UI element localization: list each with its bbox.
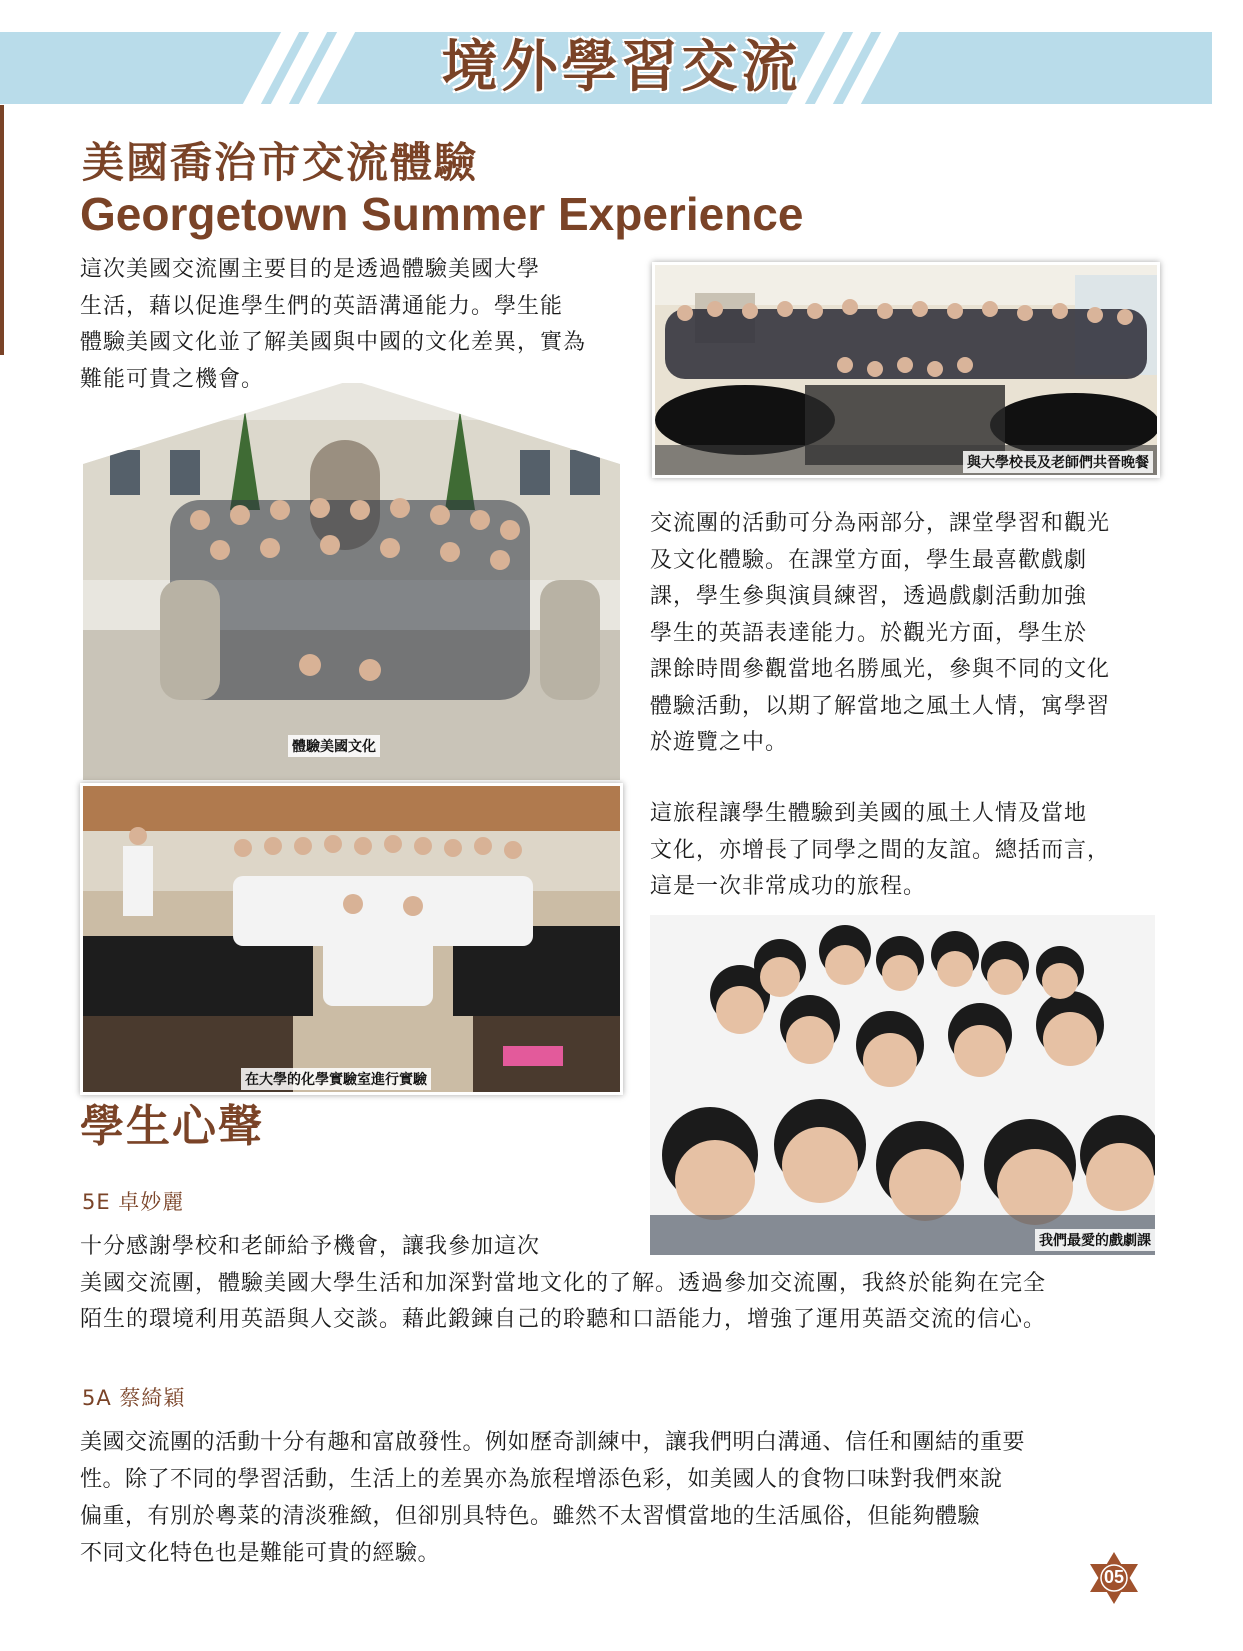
article-title-chinese: 美國喬治市交流體驗 [82,138,479,187]
text-line: 學生的英語表達能力。於觀光方面，學生於 [650,620,1088,646]
text-line: 不同文化特色也是難能可貴的經驗。 [80,1541,441,1566]
text-line: 這旅程讓學生體驗到美國的風土人情及當地 [650,801,1088,826]
text-line: 難能可貴之機會。 [80,366,265,392]
dinner-photo [652,262,1160,478]
student-name: 5E 卓妙麗 [82,1190,185,1214]
culture-photo [80,380,623,780]
text-line: 陌生的環境利用英語與人交談。藉此鍛鍊自己的聆聽和口語能力，增強了運用英語交流的信心。 [80,1307,1047,1332]
text-line: 課，學生參與演員練習，透過戲劇活動加強 [650,584,1088,609]
activity-paragraph [650,506,1155,762]
drama-photo-caption: 我們最愛的戲劇課 [1035,1229,1155,1251]
banner-title: 境外學習交流 [441,35,802,100]
drama-photo [650,915,1155,1255]
text-line: 體驗美國文化並了解美國與中國的文化差異，實為 [80,330,587,355]
lab-photo-image [83,786,620,1092]
left-edge-rule [0,105,4,355]
culture-photo-image [80,380,623,780]
lab-photo [80,783,623,1095]
summary-paragraph [650,796,1155,906]
text-line: 美國交流團的活動十分有趣和富啟發性。例如歷奇訓練中，讓我們明白溝通、信任和團結的重要 [80,1430,1026,1455]
dinner-photo-image [655,265,1157,475]
student-voices-heading: 學生心聲 [80,1101,264,1152]
text-line: 及文化體驗。在課堂方面，學生最喜歡戲劇 [650,547,1088,573]
text-line: 體驗活動，以期了解當地之風土人情，寓學習 [650,693,1111,719]
text-line: 這次美國交流團主要目的是透過體驗美國大學 [80,257,541,282]
student1-paragraph [80,1229,1160,1339]
lab-photo-caption: 在大學的化學實驗室進行實驗 [241,1068,431,1090]
text-line: 美國交流團，體驗美國大學生活和加深對當地文化的了解。透過參加交流團，我終於能夠在完全 [80,1270,1047,1296]
text-line: 十分感謝學校和老師給予機會，讓我參加這次 [80,1234,541,1259]
culture-photo-caption: 體驗美國文化 [288,735,380,757]
text-line: 生活，藉以促進學生們的英語溝通能力。學生能 [80,293,564,319]
text-line: 性。除了不同的學習活動，生活上的差異亦為旅程增添色彩，如美國人的食物口味對我們來說 [80,1467,1003,1492]
text-line: 偏重，有別於粵菜的清淡雅緻，但卻別具特色。雖然不太習慣當地的生活風俗，但能夠體驗 [80,1504,981,1529]
text-line: 文化，亦增長了同學之間的友誼。總括而言， [650,837,1111,863]
dinner-photo-caption: 與大學校長及老師們共晉晚餐 [963,451,1153,473]
page-number: 05 [1103,1567,1125,1587]
drama-photo-image [650,915,1155,1255]
student2-paragraph [80,1424,1160,1572]
article-title-english: Georgetown Summer Experience [80,188,804,240]
student-name: 5A 蔡綺穎 [82,1386,186,1410]
text-line: 這是一次非常成功的旅程。 [650,874,927,899]
text-line: 課餘時間參觀當地名勝風光，參與不同的文化 [650,657,1111,682]
text-line: 於遊覽之中。 [650,730,789,755]
intro-paragraph [80,252,610,398]
text-line: 交流團的活動可分為兩部分，課堂學習和觀光 [650,511,1111,536]
